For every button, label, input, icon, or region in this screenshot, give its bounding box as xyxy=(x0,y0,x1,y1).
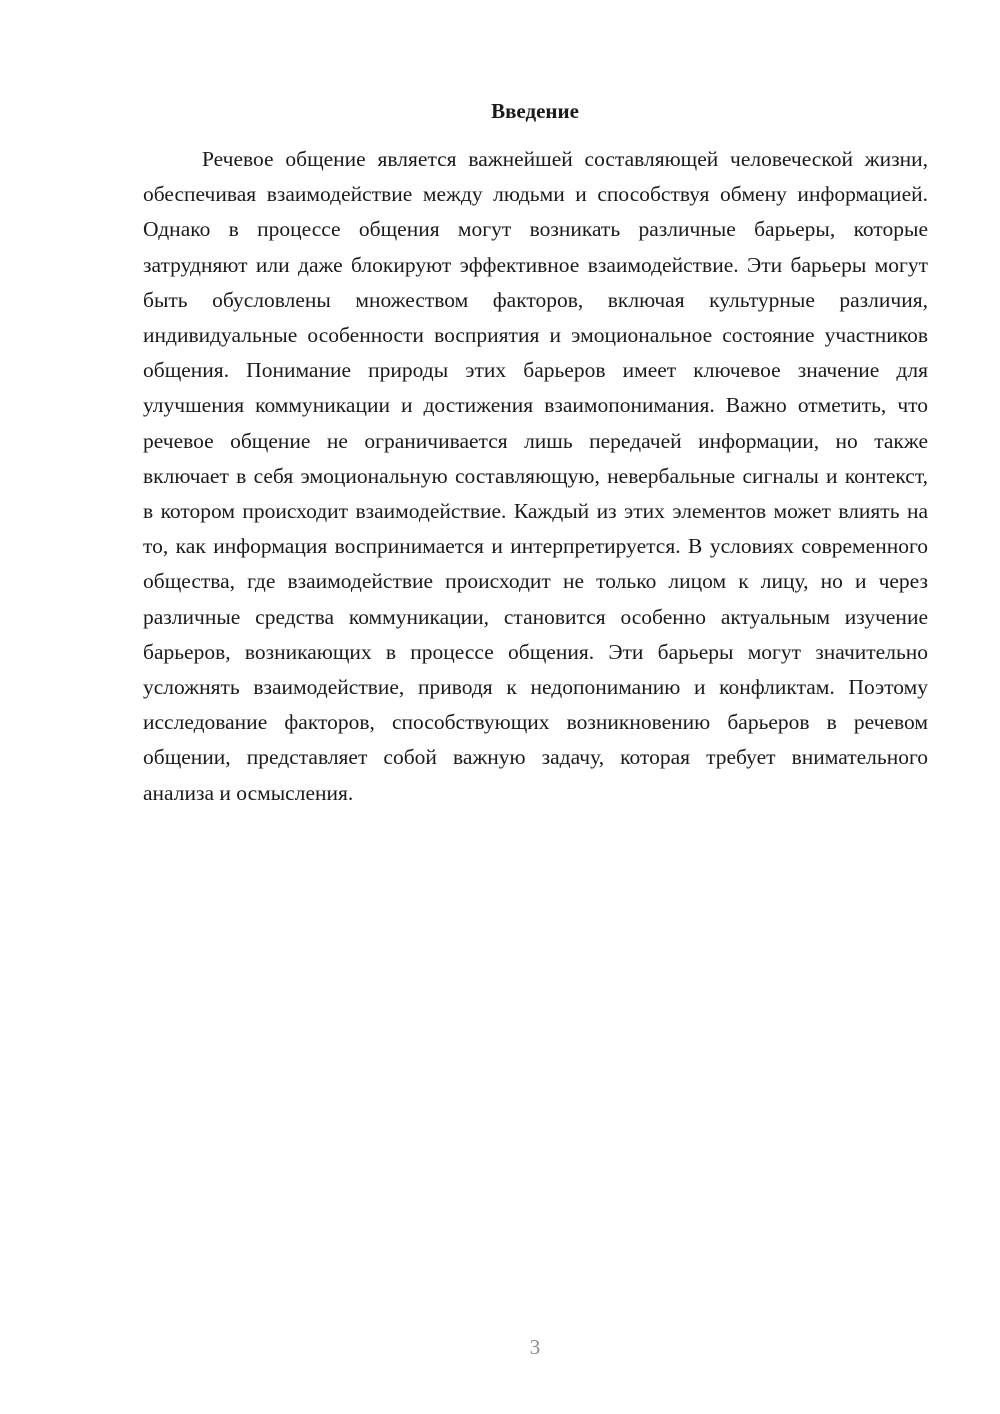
section-heading: Введение xyxy=(491,99,579,123)
body-paragraph: Речевое общение является важнейшей составляющей человеческой жизни, обеспечивая взаимодействие между людьми и способствуя обмену информацией. Однако в процессе общения могут возникать различные барьеры, которые затрудняют или даже блокируют эффективное взаимодействие. Эти барьеры могут быть обусловлены множеством факторов, включая культурные различия, индивидуальные особенности восприятия и эмоциональное состояние участников общения. Понимание природы этих барьеров имеет ключевое значение для улучшения коммуникации и достижения взаимопонимания. Важно отметить, что речевое общение не ограничивается лишь передачей информации, но также включает в себя эмоциональную составляющую, невербальные сигналы и контекст, в котором происходит взаимодействие. Каждый из этих элементов может влиять на то, как информация воспринимается и интерпретируется. В условиях современного общества, где взаимодействие происходит не только лицом к лицу, но и через различные средства коммуникации, становится особенно актуальным изучение барьеров, возникающих в процессе общения. Эти барьеры могут значительно усложнять взаимодействие, приводя к недопониманию и конфликтам. Поэтому исследование факторов, способствующих возникновению барьеров в речевом общении, представляет собой важную задачу, которая требует внимательного анализа и осмысления. xyxy=(143,147,928,805)
page-number: 3 xyxy=(529,1335,541,1359)
